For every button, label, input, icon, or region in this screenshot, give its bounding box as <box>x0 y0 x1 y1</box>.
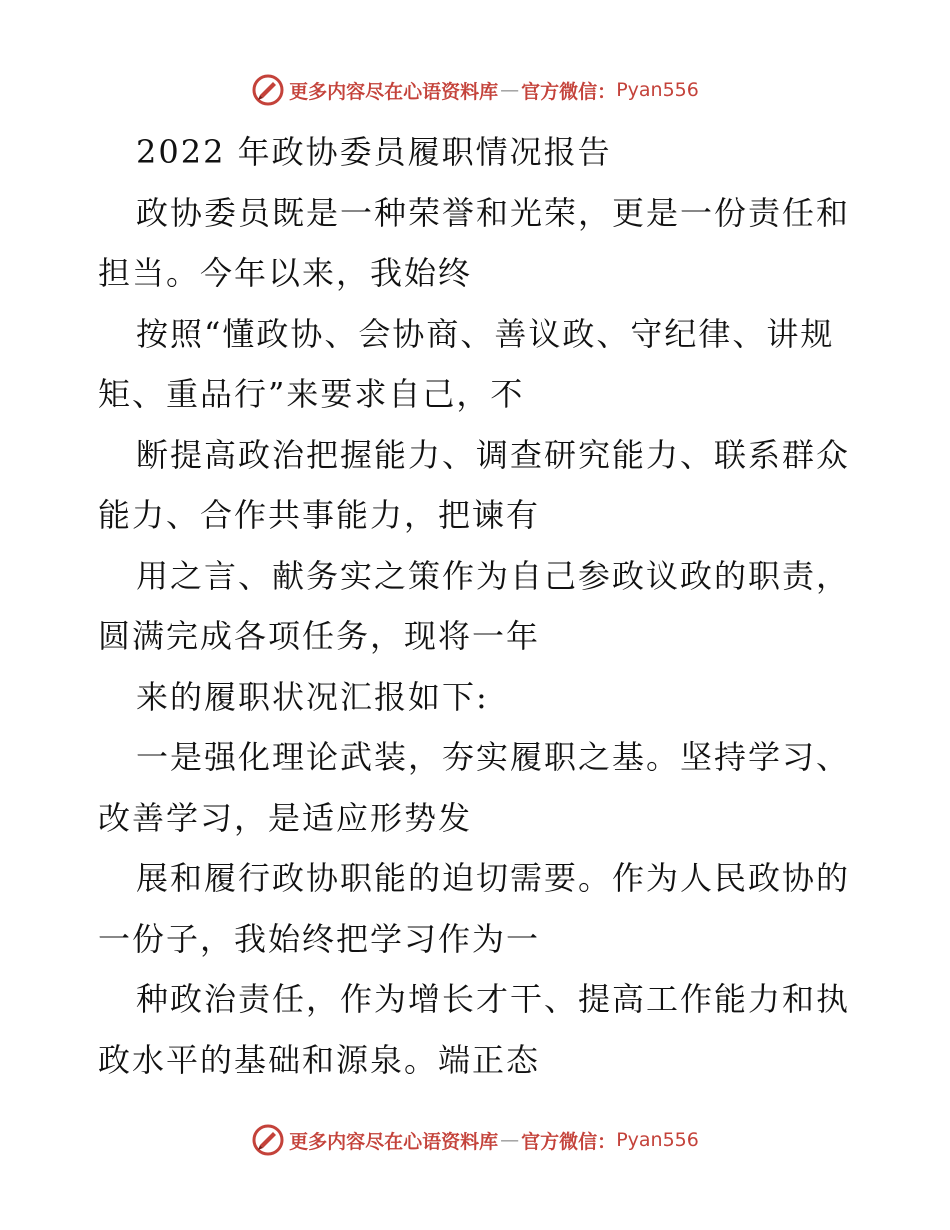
document-body <box>98 122 858 1090</box>
paragraph-line: 矩、重品行”来要求自己，不 <box>98 375 525 413</box>
banner-wechat-label: 官方微信： <box>521 1130 617 1153</box>
banner-main-text: 更多内容尽在心语资料库 <box>289 1130 499 1153</box>
logo-icon <box>251 73 285 107</box>
paragraph-line: 断提高政治把握能力、调查研究能力、联系群众 <box>136 435 851 474</box>
paragraph-line: 担当。今年以来，我始终 <box>98 254 473 292</box>
paragraph-line: 展和履行政协职能的迫切需要。作为人民政协的 <box>136 859 851 897</box>
banner-main-text: 更多内容尽在心语资料库 <box>289 80 499 103</box>
banner-dash: — <box>500 1129 520 1151</box>
banner-wechat-label: 官方微信： <box>521 80 617 103</box>
paragraph-line: 一是强化理论武装，夯实履职之基。坚持学习、 <box>136 738 851 776</box>
paragraph-line: 用之言、献务实之策作为自己参政议政的职责， <box>136 556 851 595</box>
paragraph-line: 按照“懂政协、会协商、善议政、守纪律、讲规 <box>136 314 835 353</box>
banner-wechat-id: Pyan556 <box>616 79 699 101</box>
paragraph-line: 来的履职状况汇报如下: <box>136 677 489 716</box>
paragraph-line: 能力、合作共事能力，把谏有 <box>98 496 541 534</box>
paragraph-line: 政水平的基础和源泉。端正态 <box>98 1040 541 1079</box>
paragraph-line: 圆满完成各项任务，现将一年 <box>98 617 541 655</box>
footer-banner <box>0 1120 950 1160</box>
document-title: 2022 年政协委员履职情况报告 <box>136 133 612 171</box>
banner-wechat-id: Pyan556 <box>616 1129 699 1151</box>
paragraph-line: 一份子，我始终把学习作为一 <box>98 919 541 958</box>
banner-dash: — <box>500 79 520 101</box>
paragraph-line: 改善学习，是适应形势发 <box>98 798 473 837</box>
paragraph-line: 政协委员既是一种荣誉和光荣，更是一份责任和 <box>136 193 851 232</box>
logo-icon <box>251 1123 285 1157</box>
header-banner <box>0 70 950 110</box>
paragraph-line: 种政治责任，作为增长才干、提高工作能力和执 <box>136 980 851 1018</box>
